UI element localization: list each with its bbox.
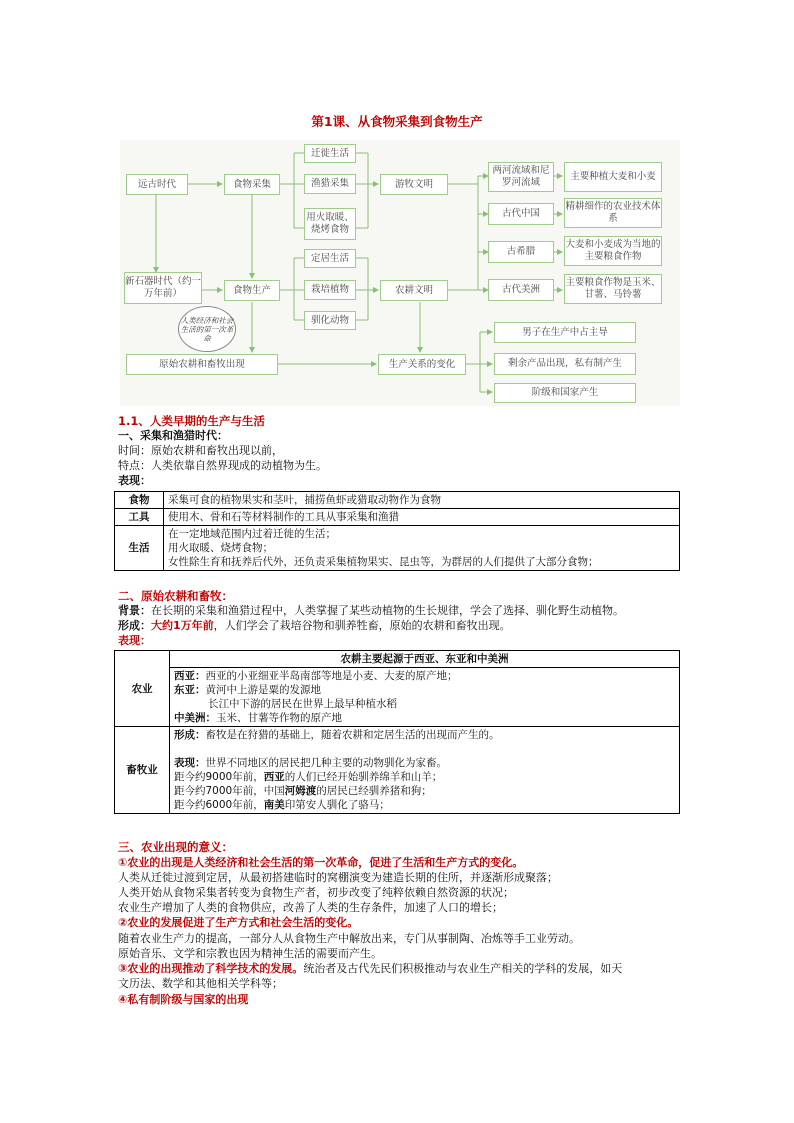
row-line: 用火取暖、烧烤食物；	[168, 542, 273, 554]
significance-1a: 人类从迁徙过渡到定居，从最初搭建临时的窝棚演变为建造长期的住所，并逐渐形成聚落；	[118, 871, 558, 884]
box-nonggeng: 农耕文明	[380, 280, 448, 301]
significance-1c: 农业生产增加了人类的食物供应，改善了人类的生存条件，加速了人口的增长；	[118, 901, 503, 914]
table-row	[115, 509, 680, 526]
significance-3-rest: 统治者及古代先民们积极推动与农业生产相关的学科的发展，如天	[303, 962, 623, 975]
row-value	[164, 526, 680, 571]
row-key-animal: 畜牧业	[115, 727, 170, 814]
xiya-label: 西亚：	[174, 670, 206, 682]
box-yuangu: 远古时代	[126, 174, 188, 195]
animal-form-text: 畜牧是在狩猎的基础上，随着农耕和定居生活的出现而产生的。	[205, 729, 500, 741]
t: 河姆渡	[284, 785, 317, 797]
t: 西亚	[263, 771, 285, 783]
box-xila: 古希腊	[488, 241, 554, 263]
row-value: 使用木、骨和石等材料制作的工具从事采集和渔猎	[164, 509, 680, 526]
significance-4: ④私有制阶级与国家的出现	[118, 993, 249, 1006]
box-meizhou: 古代美洲	[488, 279, 554, 301]
box-shengyu: 剩余产品出现，私有制产生	[494, 353, 636, 375]
significance-1: ①农业的出现是人类经济和社会生活的第一次革命，促进了生活和生产方式的变化。	[118, 856, 524, 869]
section-heading-2: 二、原始农耕和畜牧：	[118, 589, 233, 603]
background-line	[118, 604, 624, 618]
t: 的居民已经驯养猪和狗；	[316, 785, 432, 797]
t: 距今约9000年前，	[174, 771, 264, 783]
dongya-text: 黄河中上游是粟的发源地	[205, 684, 321, 696]
significance-2b: 原始音乐、文学和宗教也因为精神生活的需要而产生。	[118, 947, 382, 960]
dongya-label: 东亚：	[174, 684, 206, 696]
table-row	[115, 651, 680, 668]
section-heading-3: 三、农业出现的意义：	[118, 840, 233, 854]
subheading-caiji: 一、采集和渔猎时代：	[118, 429, 228, 442]
box-shengchanguanxi: 生产关系的变化	[378, 354, 466, 375]
row-key-agriculture: 农业	[115, 651, 170, 727]
box-yonghuo: 用火取暖、烧烤食物	[304, 208, 356, 240]
box-shiwucaiji: 食物采集	[224, 174, 280, 195]
xiya-line	[174, 669, 675, 683]
box-shiwushengchan: 食物生产	[224, 280, 280, 301]
form-red: 大约1万年前	[151, 619, 214, 632]
xiya-text: 西亚的小亚细亚半岛南部等地是小麦、大麦的原产地；	[205, 670, 458, 682]
row-key: 生活	[115, 526, 164, 571]
significance-3b: 文历法、数学和其他相关学科等；	[118, 977, 283, 990]
animal-line-2	[174, 784, 675, 798]
box-xunhua: 驯化动物	[304, 311, 356, 330]
row-key: 工具	[115, 509, 164, 526]
animal-bx-text: 世界不同地区的居民把几种主要的动物驯化为家畜。	[205, 757, 447, 769]
box-lianghe-crop: 主要种植大麦和小麦	[564, 162, 662, 192]
significance-2a: 随着农业生产力的提高，一部分人从食物生产中解放出来，专门从事制陶、冶炼等手工业劳动。	[118, 932, 580, 945]
box-zhongguo: 古代中国	[488, 203, 554, 225]
formation-line	[118, 619, 511, 633]
dongya-line	[174, 683, 675, 697]
form-label: 形成：	[118, 619, 151, 632]
significance-3	[118, 962, 622, 976]
animal-line-3	[174, 798, 675, 812]
table-row	[115, 526, 680, 571]
box-nanzi: 男子在生产中占主导	[494, 322, 636, 343]
bg-label: 背景：	[118, 604, 151, 617]
dongya-line-2: 长江中下游的居民在世界上最早种植水稻	[208, 698, 397, 710]
box-youmu: 游牧文明	[380, 174, 448, 195]
spacer	[174, 742, 675, 756]
table-row	[115, 727, 680, 814]
box-lianghe: 两河流域和尼罗河流域	[488, 162, 554, 192]
zmz-label: 中美洲：	[174, 712, 216, 724]
t: 印第安人驯化了骆马；	[284, 799, 390, 811]
bg-text: 在长期的采集和渔猎过程中，人类掌握了某些动植物的生长规律，学会了选择、驯化野生动植物。	[151, 604, 624, 617]
animal-bx-line	[174, 756, 675, 770]
section-heading-1-1: 1.1、人类早期的生产与生活	[118, 414, 265, 428]
significance-2: ②农业的发展促进了生产方式和社会生活的变化。	[118, 916, 359, 929]
box-yulie: 渔猎采集	[304, 174, 356, 194]
t: 距今约6000年前，	[174, 799, 264, 811]
t: 南美	[263, 799, 285, 811]
box-meizhou-desc: 主要粮食作物是玉米、甘薯、马铃薯	[564, 274, 662, 304]
feature-line: 特点：人类依靠自然界现成的动植物为生。	[118, 459, 327, 472]
animal-form-label: 形成：	[174, 729, 206, 741]
row-line: 女性除生育和抚养后代外，还负责采集植物果实、昆虫等，为群居的人们提供了大部分食物；	[168, 556, 599, 568]
animal-form-line	[174, 728, 675, 742]
agriculture-head: 农耕主要起源于西亚、东亚和中美洲	[170, 651, 680, 668]
row-key: 食物	[115, 492, 164, 509]
box-xinshiqi: 新石器时代（约一万年前）	[124, 272, 202, 304]
bubble-first-revolution: 人类经济和社会生活的第一次革命	[178, 306, 236, 352]
animal-body	[170, 727, 680, 814]
form-text: ，人们学会了栽培谷物和驯养牲畜，原始的农耕和畜牧出现。	[213, 619, 511, 632]
box-zaipei: 栽培植物	[304, 280, 356, 300]
table-nonggeng	[114, 650, 680, 814]
significance-1b: 人类开始从食物采集者转变为食物生产者，初步改变了纯粹依赖自然资源的状况；	[118, 886, 514, 899]
biaoxian-label-2: 表现：	[118, 634, 151, 647]
page-title: 第1课、从食物采集到食物生产	[311, 114, 483, 129]
zmz-line	[174, 711, 675, 725]
box-yuanshi: 原始农耕和畜牧出现	[126, 354, 278, 375]
biaoxian-label-1: 表现：	[118, 474, 151, 487]
t: 距今约7000年前，中国	[174, 785, 285, 797]
box-zhongguo-desc: 精耕细作的农业技术体系	[564, 198, 662, 228]
time-line: 时间：原始农耕和畜牧出现以前，	[118, 444, 283, 457]
concept-diagram	[120, 140, 680, 406]
box-dingju: 定居生活	[304, 249, 356, 268]
table-caiji	[114, 491, 680, 571]
zmz-text: 玉米、甘薯等作物的原产地	[216, 712, 342, 724]
significance-3-head: ③农业的出现推动了科学技术的发展。	[118, 962, 304, 975]
box-jieji: 阶级和国家产生	[494, 383, 636, 403]
animal-line-1	[174, 770, 675, 784]
row-value: 采集可食的植物果实和茎叶，捕捞鱼虾或猎取动物作为食物	[164, 492, 680, 509]
box-qianxi: 迁徙生活	[304, 144, 356, 163]
row-line: 在一定地域范围内过着迁徙的生活；	[168, 528, 336, 540]
box-xila-desc: 大麦和小麦成为当地的主要粮食作物	[564, 236, 662, 266]
table-row	[115, 668, 680, 727]
agriculture-body	[170, 668, 680, 727]
table-row	[115, 492, 680, 509]
animal-bx-label: 表现：	[174, 757, 206, 769]
t: 的人们已经开始驯养绵羊和山羊；	[284, 771, 443, 783]
